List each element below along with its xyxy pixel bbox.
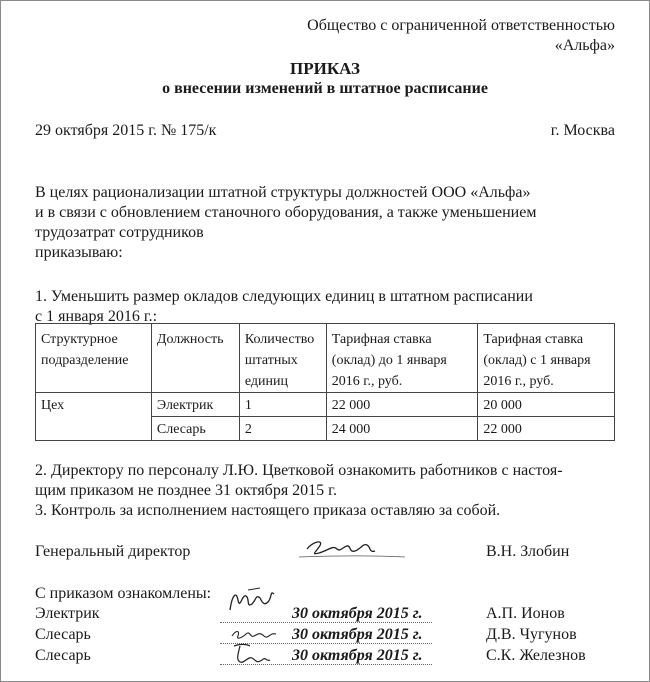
table-cell-position: Слесарь — [151, 417, 239, 441]
column-header-rate-before: Тарифная ставка (оклад) до 1 января 2016 г., руб. — [326, 324, 478, 393]
table-cell-rate-before: 24 000 — [326, 417, 478, 441]
item-2-line: 2. Директору по персоналу Л.Ю. Цветковой ознакомить работников с настоя- — [35, 462, 563, 479]
employee-name: А.П. Ионов — [486, 605, 565, 622]
column-header-rate-after: Тарифная ставка (оклад) с 1 января 2016 г., руб. — [478, 324, 615, 393]
preamble-line: трудозатрат сотрудников — [35, 224, 204, 241]
organization-line-1: Общество с ограниченной ответственностью — [307, 17, 615, 34]
employee-name: С.К. Железнов — [486, 647, 586, 664]
preamble-line: В целях рационализации штатной структуры должностей ООО «Альфа» — [35, 184, 531, 201]
table-row — [36, 393, 615, 417]
document-title: ПРИКАЗ — [290, 59, 360, 78]
director-signature — [285, 531, 435, 569]
table-cell-headcount: 1 — [239, 393, 326, 417]
table-cell-position: Электрик — [151, 393, 239, 417]
employee-name: Д.В. Чугунов — [486, 626, 577, 643]
table-cell-rate-after: 22 000 — [478, 417, 615, 441]
organization-line-2: «Альфа» — [554, 37, 615, 54]
employee-position: Электрик — [35, 605, 100, 622]
preamble-line: и в связи с обновлением станочного оборудования, а также уменьшением — [35, 204, 537, 221]
item-1-line: с 1 января 2016 г.: — [35, 308, 158, 325]
acquaintance-date: 30 октября 2015 г. — [292, 626, 423, 643]
order-city: г. Москва — [550, 122, 615, 139]
order-item-3: 3. Контроль за исполнением настоящего приказа оставляю за собой. — [35, 502, 501, 519]
employee-position: Слесарь — [35, 647, 91, 664]
column-header-headcount: Количество штатных единиц — [239, 324, 326, 393]
acquaintance-heading: С приказом ознакомлены: — [35, 585, 212, 602]
director-name: В.Н. Злобин — [486, 543, 570, 560]
item-2-line: щим приказом не позднее 31 октября 2015 г. — [35, 482, 337, 499]
employee-signature — [226, 640, 276, 674]
acquaintance-date: 30 октября 2015 г. — [292, 605, 423, 622]
order-item-1 — [35, 287, 615, 327]
acquaintance-date: 30 октября 2015 г. — [292, 647, 423, 664]
column-header-position: Должность — [151, 324, 239, 393]
table-cell-headcount: 2 — [239, 417, 326, 441]
director-position: Генеральный директор — [35, 543, 191, 560]
preamble — [35, 183, 615, 263]
table-cell-rate-before: 22 000 — [326, 393, 478, 417]
column-header-department: Структурное подразделение — [36, 324, 152, 393]
order-date-number: 29 октября 2015 г. № 175/к — [35, 122, 217, 139]
order-word: приказываю: — [35, 244, 123, 261]
table-header-row — [36, 324, 615, 393]
order-item-2 — [35, 461, 615, 501]
table-cell-department: Цех — [36, 393, 152, 441]
employee-position: Слесарь — [35, 626, 91, 643]
organization-name — [307, 16, 615, 56]
item-1-line: 1. Уменьшить размер окладов следующих единиц в штатном расписании — [35, 288, 533, 305]
document-subtitle: о внесении изменений в штатное расписание — [162, 80, 488, 97]
staff-table — [35, 323, 615, 441]
table-cell-rate-after: 20 000 — [478, 393, 615, 417]
